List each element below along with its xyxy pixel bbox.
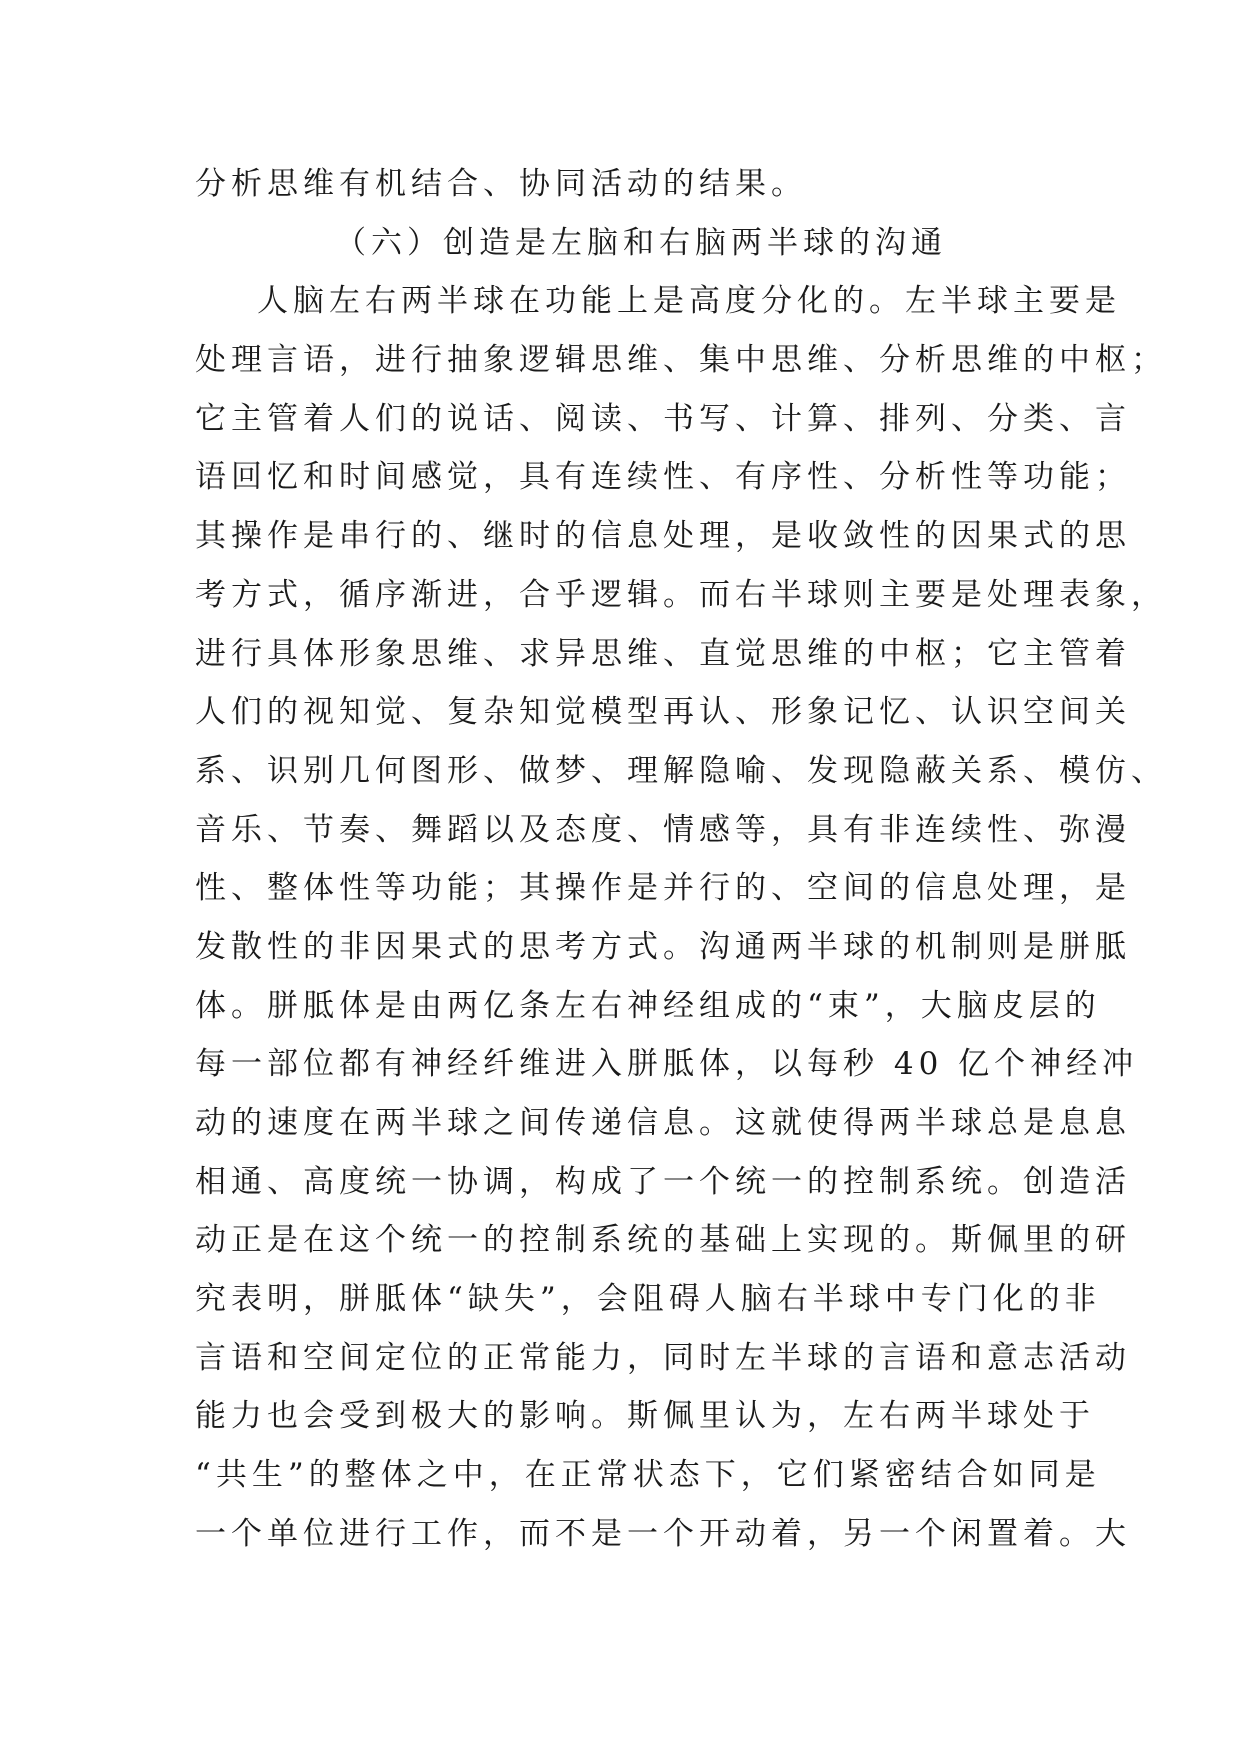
- paragraph-line: 其操作是串行的、继时的信息处理，是收敛性的因果式的思: [195, 518, 1131, 555]
- paragraph-line: 一个单位进行工作，而不是一个开动着，另一个闲置着。大: [195, 1515, 1131, 1552]
- paragraph-line: “共生”的整体之中，在正常状态下，它们紧密结合如同是: [195, 1457, 1101, 1494]
- paragraph-line: 进行具体形象思维、求异思维、直觉思维的中枢；它主管着: [195, 635, 1131, 672]
- paragraph-line: 动正是在这个统一的控制系统的基础上实现的。斯佩里的研: [195, 1222, 1131, 1259]
- paragraph-line: 究表明，胼胝体“缺失”，会阻碍人脑右半球中专门化的非: [195, 1281, 1101, 1318]
- paragraph-line: 音乐、节奏、舞蹈以及态度、情感等，具有非连续性、弥漫: [195, 811, 1131, 848]
- paragraph-line: 语回忆和时间感觉，具有连续性、有序性、分析性等功能；: [195, 459, 1131, 496]
- paragraph-line: 系、识别几何图形、做梦、理解隐喻、发现隐蔽关系、模仿、: [195, 752, 1167, 789]
- paragraph-line: 每一部位都有神经纤维进入胼胝体，以每秒 40 亿个神经冲: [195, 1046, 1139, 1083]
- paragraph-line: 相通、高度统一协调，构成了一个统一的控制系统。创造活: [195, 1163, 1131, 1200]
- paragraph-line: 人脑左右两半球在功能上是高度分化的。左半球主要是: [257, 283, 1121, 320]
- paragraph-line: 它主管着人们的说话、阅读、书写、计算、排列、分类、言: [195, 400, 1131, 437]
- section-heading: （六）创造是左脑和右脑两半球的沟通: [335, 224, 947, 261]
- body-text: [195, 155, 1167, 1564]
- paragraph-line: 处理言语，进行抽象逻辑思维、集中思维、分析思维的中枢；: [195, 342, 1167, 379]
- paragraph-line: 能力也会受到极大的影响。斯佩里认为，左右两半球处于: [195, 1398, 1095, 1435]
- paragraph-line: 人们的视知觉、复杂知觉模型再认、形象记忆、认识空间关: [195, 694, 1131, 731]
- paragraph-line: 考方式，循序渐进，合乎逻辑。而右半球则主要是处理表象，: [195, 576, 1167, 613]
- paragraph-line: 言语和空间定位的正常能力，同时左半球的言语和意志活动: [195, 1339, 1131, 1376]
- paragraph-line: 性、整体性等功能；其操作是并行的、空间的信息处理，是: [195, 870, 1131, 907]
- paragraph-line: 发散性的非因果式的思考方式。沟通两半球的机制则是胼胝: [195, 928, 1131, 965]
- paragraph-line: 分析思维有机结合、协同活动的结果。: [195, 166, 807, 202]
- paragraph-line: 动的速度在两半球之间传递信息。这就使得两半球总是息息: [195, 1105, 1131, 1141]
- paragraph-line: 体。胼胝体是由两亿条左右神经组成的“束”，大脑皮层的: [195, 987, 1101, 1024]
